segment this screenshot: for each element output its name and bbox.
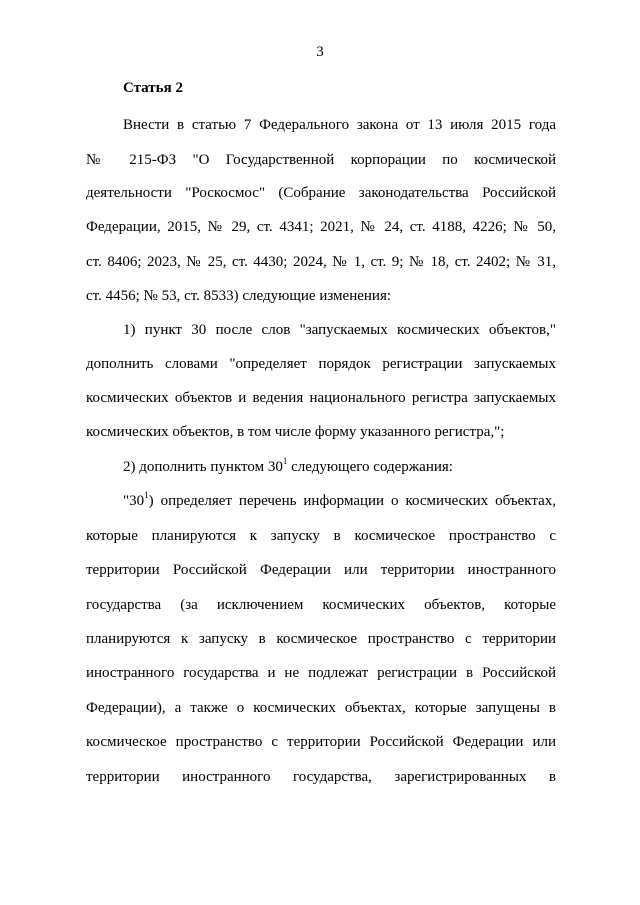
paragraph-line: деятельности "Роскосмос" (Собрание законодательства Российской — [86, 185, 556, 201]
paragraph-line: № 215-ФЗ "О Государственной корпорации по космической — [86, 152, 556, 168]
superscript: 1 — [282, 456, 288, 466]
paragraph-line: ст. 4456; № 53, ст. 8533) следующие изменения: — [86, 288, 392, 304]
paragraph-line: дополнить словами "определяет порядок регистрации запускаемых — [86, 356, 556, 372]
paragraph-line: космических объектов и ведения национального регистра запускаемых — [86, 390, 556, 406]
line-text-before: "30 — [123, 493, 145, 509]
paragraph-line: планируются к запуску в космическое пространство с территории — [86, 631, 556, 647]
paragraph-line: ст. 8406; 2023, № 25, ст. 4430; 2024, № 1, ст. 9; № 18, ст. 2402; № 31, — [86, 254, 556, 270]
paragraph-line: Федерации), а также о космических объектах, которые запущены в — [86, 700, 556, 716]
paragraph-line: Внести в статью 7 Федерального закона от 13 июля 2015 года — [123, 117, 556, 133]
paragraph-line — [123, 492, 556, 510]
line-text-before: 2) дополнить пунктом 30 — [123, 459, 283, 475]
paragraph-line: Федерации, 2015, № 29, ст. 4341; 2021, № 24, ст. 4188, 4226; № 50, — [86, 219, 556, 235]
paragraph-line: космических объектов, в том числе форму указанного регистра,"; — [86, 424, 505, 440]
line-text-after: следующего содержания: — [287, 459, 453, 475]
page-number: 3 — [316, 44, 324, 60]
paragraph-line: государства (за исключением космических объектов, которые — [86, 597, 556, 613]
paragraph-line: которые планируются к запуску в космическое пространство с — [86, 528, 556, 544]
paragraph-line: 1) пункт 30 после слов "запускаемых космических объектов," — [123, 322, 556, 338]
paragraph-line — [123, 458, 556, 476]
superscript: 1 — [144, 490, 149, 500]
paragraph-line: территории иностранного государства, зарегистрированных в — [86, 769, 556, 785]
paragraph-line: космическое пространство с территории Российской Федерации или — [86, 734, 556, 750]
paragraph-line: иностранного государства и не подлежат регистрации в Российской — [86, 665, 556, 681]
paragraph-line: территории Российской Федерации или территории иностранного — [86, 562, 556, 578]
line-text-after: ) определяет перечень информации о космических объектах, — [148, 493, 556, 509]
article-heading: Статья 2 — [123, 80, 183, 96]
